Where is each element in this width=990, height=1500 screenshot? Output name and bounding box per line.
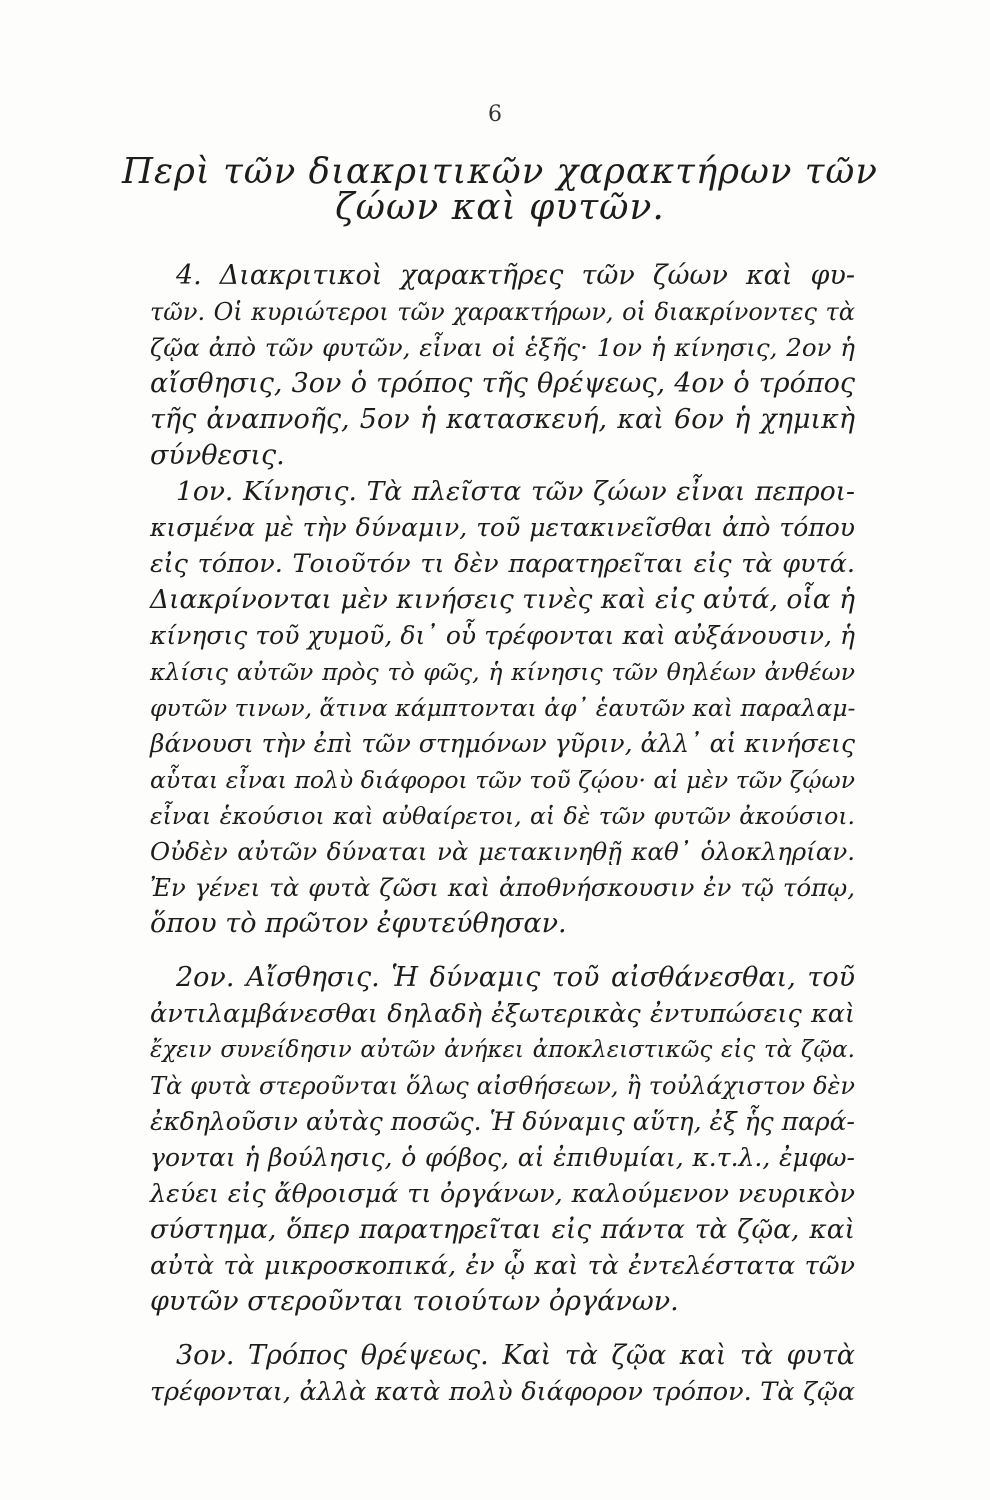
text-line: αὐτὰ τὰ μικροσκοπικά, ἐν ᾧ καὶ τὰ ἐντελέστατα τῶν xyxy=(150,1251,855,1281)
text-line: Ἐν γένει τὰ φυτὰ ζῶσι καὶ ἀποθνήσκουσιν ἐν τῷ τόπῳ, xyxy=(150,873,855,902)
text-line: τῶν. Οἱ κυριώτεροι τῶν χαρακτήρων, οἱ διακρίνοντες τὰ xyxy=(150,298,855,326)
chapter-title-line-1: Περὶ τῶν διακριτικῶν χαρακτήρων τῶν xyxy=(122,151,878,192)
text-line: τρέφονται, ἀλλὰ κατὰ πολὺ διάφορον τρόπον. Τὰ ζῷα xyxy=(150,1377,855,1407)
text-line: κίνησις τοῦ χυμοῦ, δι᾽ οὗ τρέφονται καὶ αὐξάνουσιν, ἡ xyxy=(150,621,855,650)
text-line: 1ον. Κίνησις. Τὰ πλεῖστα τῶν ζώων εἶναι πεπροι- xyxy=(176,476,855,507)
text-line: Οὐδὲν αὐτῶν δύναται νὰ μετακινηθῇ καθ᾽ ὁλοκληρίαν. xyxy=(150,837,855,866)
text-line: ὅπου τὸ πρῶτον ἐφυτεύθησαν. xyxy=(150,908,567,939)
text-line: 3ον. Τρόπος θρέψεως. Καὶ τὰ ζῷα καὶ τὰ φυτὰ xyxy=(176,1340,855,1371)
text-line: 2ον. Αἴσθησις. Ἡ δύναμις τοῦ αἰσθάνεσθαι, τοῦ xyxy=(176,962,855,993)
text-line: εἶναι ἑκούσιοι καὶ αὐθαίρετοι, αἱ δὲ τῶν φυτῶν ἀκούσιοι. xyxy=(150,802,855,830)
text-line: Διακρίνονται μὲν κινήσεις τινὲς καὶ εἰς αὐτά, οἷα ἡ xyxy=(150,584,855,615)
paragraph-sensation xyxy=(150,960,855,1320)
chapter-title-line-2: ζώων καὶ φυτῶν. xyxy=(335,187,665,228)
text-line: αἴσθησις, 3ον ὁ τρόπος τῆς θρέψεως, 4ον ὁ τρόπος xyxy=(150,368,855,399)
text-line: σύστημα, ὅπερ παρατηρεῖται εἰς πάντα τὰ ζῷα, καὶ xyxy=(150,1214,855,1245)
page-number: 6 xyxy=(488,102,502,127)
text-line: σύνθεσις. xyxy=(150,440,285,471)
paragraph-distinguishing-characters xyxy=(150,258,855,474)
text-line: κλίσις αὐτῶν πρὸς τὸ φῶς, ἡ κίνησις τῶν θηλέων ἀνθέων xyxy=(150,658,855,686)
text-line: ἐκδηλοῦσιν αὐτὰς ποσῶς. Ἡ δύναμις αὕτη, ἐξ ἧς παρά- xyxy=(150,1107,855,1136)
paragraph-nutrition xyxy=(150,1338,855,1410)
text-line: ἔχειν συνείδησιν αὐτῶν ἀνήκει ἀποκλειστικῶς εἰς τὰ ζῷα. xyxy=(150,1037,855,1063)
text-line: Τὰ φυτὰ στεροῦνται ὅλως αἰσθήσεων, ἢ τοὐλάχιστον δὲν xyxy=(150,1072,855,1100)
text-line: ζῷα ἀπὸ τῶν φυτῶν, εἶναι οἱ ἑξῆς· 1ον ἡ κίνησις, 2ον ἡ xyxy=(150,333,855,362)
text-line: βάνουσι τὴν ἐπὶ τῶν στημόνων γῦριν, ἀλλ᾽ αἱ κινήσεις xyxy=(150,729,855,758)
text-line: φυτῶν στεροῦνται τοιούτων ὀργάνων. xyxy=(150,1286,679,1317)
text-line: λεύει εἰς ἄθροισμά τι ὀργάνων, καλούμενον νευρικὸν xyxy=(150,1179,855,1209)
text-line: εἰς τόπον. Τοιοῦτόν τι δὲν παρατηρεῖται εἰς τὰ φυτά. xyxy=(150,549,855,579)
text-line: γονται ἡ βούλησις, ὁ φόβος, αἱ ἐπιθυμίαι, κ.τ.λ., ἐμφω- xyxy=(150,1143,855,1172)
text-line: τῆς ἀναπνοῆς, 5ον ἡ κατασκευή, καὶ 6ον ἡ χημικὴ xyxy=(150,404,855,435)
text-line: ἀντιλαμβάνεσθαι δηλαδὴ ἐξωτερικὰς ἐντυπώσεις καὶ xyxy=(150,999,855,1029)
text-line: 4. Διακριτικοὶ χαρακτῆρες τῶν ζώων καὶ φυ- xyxy=(176,260,855,291)
text-line: αὗται εἶναι πολὺ διάφοροι τῶν τοῦ ζῴου· αἱ μὲν τῶν ζῴων xyxy=(150,766,855,794)
chapter-title xyxy=(120,148,880,228)
text-line: φυτῶν τινων, ἅτινα κάμπτονται ἀφ᾽ ἑαυτῶν καὶ παραλαμ- xyxy=(150,694,856,722)
paragraph-movement xyxy=(150,474,855,942)
text-line: κισμένα μὲ τὴν δύναμιν, τοῦ μετακινεῖσθαι ἀπὸ τόπου xyxy=(150,513,855,542)
